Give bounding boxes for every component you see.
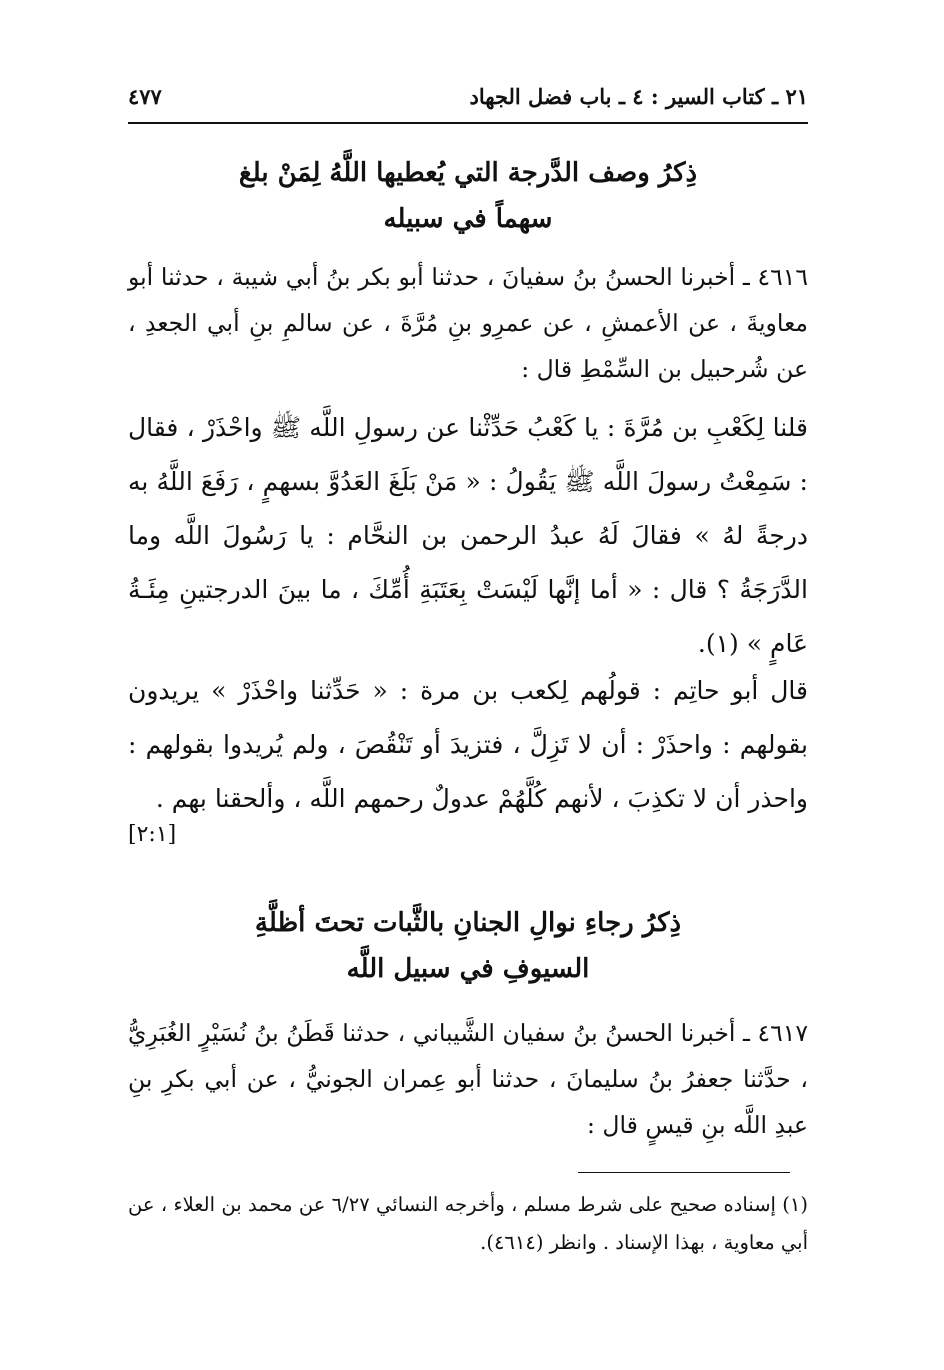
hadith-4617-isnad: ٤٦١٧ ـ أخبرنا الحسنُ بنُ سفيان الشَّيباني ، حدثنا قَطَنُ بنُ نُسَيْرٍ الغُبَرِيُّ ، حدَّثنا جعفرُ بنُ سليمانَ ، حدثنا أبو عِمران الجونيُّ ، عن أبي بكرِ بنِ عبدِ اللَّه بنِ قيسٍ قال : [128,1019,808,1139]
section-heading-2-line2: السيوفِ في سبيل اللَّه [346,954,590,984]
section-heading-1-line1: ذِكرُ وصف الدَّرجة التي يُعطيها اللَّهُ لِمَنْ بلغ [238,158,698,188]
hadith-4616-text: قلنا لِكَعْبِ بن مُرَّةَ : يا كَعْبُ حَدِّثْنا عن رسولِ اللَّه ﷺ واحْذَرْ ، فقال : سَمِعْتُ رسولَ اللَّه ﷺ يَقُولُ : « مَنْ بَلَغَ العَدُوَّ بسهمٍ ، رَفَعَ اللَّهُ به درجةً لهُ » فقالَ لَهُ عبدُ الرحمن بن النحَّام : يا رَسُولَ اللَّه وما الدَّرَجَةُ ؟ قال : « أما إنَّها لَيْسَتْ بِعَتَبَةِ أُمِّكَ ، ما بينَ الدرجتينِ مِئَـةُ عَامٍ » (١). [128,413,808,658]
abu-hatim-commentary: قال أبو حاتِم : قولُهم لِكعب بن مرة : « حَدِّثنا واحْذَرْ » يريدون بقولهم : واحذَرْ : أن لا تَزِلَّ ، فتزيدَ أو تَنْقُصَ ، ولم يُريدوا بقولهم : واحذر أن لا تكذِبَ ، لأنهم كُلَّهُمْ عدولٌ رحمهم اللَّه ، وألحقنا بهم . [128,676,808,813]
section-heading-1-line2: سهماً في سبيله [383,204,553,234]
section-heading-2-line1: ذِكرُ رجاءِ نوالِ الجنانِ بالثَّبات تحتَ أظلَّةِ [254,908,682,938]
section-heading-2 [128,900,808,992]
hadith-4616-isnad: ٤٦١٦ ـ أخبرنا الحسنُ بنُ سفيانَ ، حدثنا أبو بكر بنُ أبي شيبة ، حدثنا أبو معاويةَ ، عن الأعمشِ ، عن عمرِو بنِ مُرَّةَ ، عن سالمِ بنِ أبي الجعدِ ، عن شُرحبيل بن السِّمْطِ قال : [128,263,808,383]
running-header [128,84,808,118]
page-number: ٤٧٧ [128,84,162,109]
footnote-divider [578,1172,790,1173]
section-heading-1 [128,150,808,242]
chapter-title: ٢١ ـ كتاب السير : ٤ ـ باب فضل الجهاد [469,84,808,109]
volume-reference: [٢:١] [128,822,177,847]
header-divider [128,122,808,124]
footnote-1: (١) إسناده صحيح على شرط مسلم ، وأخرجه النسائي ٦/٢٧ عن محمد بن العلاء ، عن أبي معاوية ، بهذا الإسناد . وانظر (٤٦١٤). [128,1193,808,1254]
